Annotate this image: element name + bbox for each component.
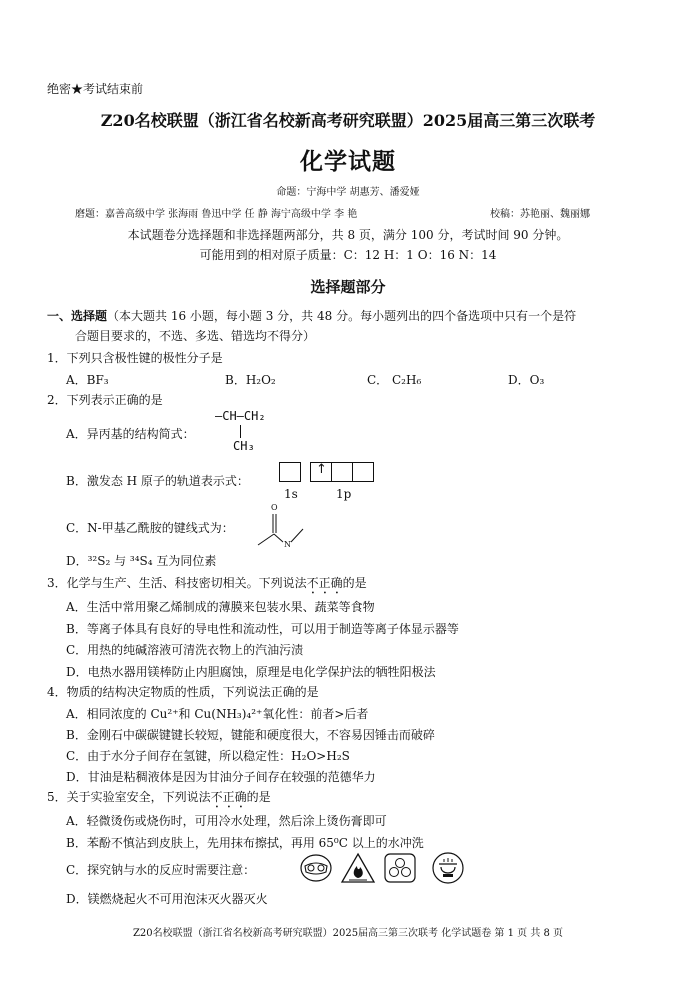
goggles-icon: [299, 853, 333, 883]
orbital-label-1p: 1p: [336, 487, 352, 501]
q2-option-b: B．激发态 H 原子的轨道表示式：: [66, 474, 249, 488]
q3-option-a: A．生活中常用聚乙烯制成的薄膜来包装水果、蔬菜等食物: [66, 600, 375, 614]
q2-option-c: C．N-甲基乙酰胺的键线式为：: [66, 521, 234, 535]
q4-stem: 4．物质的结构决定物质的性质，下列说法正确的是: [47, 685, 319, 699]
q3-option-c: C．用热的纯碱溶液可清洗衣物上的汽油污渍: [66, 643, 304, 657]
amide-nitrogen-label: N: [284, 540, 291, 549]
fire-hazard-icon: [340, 852, 376, 884]
orbital-box-1s: [279, 462, 301, 482]
q1-option-d: D．O₃: [508, 373, 545, 387]
q5-option-a: A．轻微烫伤或烧伤时，可用冷水处理，然后涂上烫伤膏即可: [66, 814, 387, 828]
exam-title: Z20名校联盟（浙江省名校新高考研究联盟）2025届高三第三次联考: [100, 111, 596, 130]
q2-option-d: D．³²S₂ 与 ³⁴S₄ 互为同位素: [66, 554, 217, 568]
q2-option-a: A．异丙基的结构简式：: [66, 427, 195, 441]
q3-stem-pre: 3．化学与生产、生活、科技密切相关。下列说法: [47, 576, 307, 590]
q4-option-a: A．相同浓度的 Cu²⁺和 Cu(NH₃)₄²⁺氧化性：前者>后者: [66, 707, 369, 721]
confidential-label: 绝密★考试结束前: [47, 82, 144, 96]
heating-icon: [383, 852, 417, 884]
q3-stem: [47, 574, 367, 597]
orbital-label-1s: 1s: [284, 487, 298, 501]
q2-isopropyl-formula: —CH—CH₂: [215, 409, 266, 423]
q4-option-c: C．由于水分子间存在氢键，所以稳定性：H₂O>H₂S: [66, 749, 350, 763]
q3-option-d: D．电热水器用镁棒防止内胆腐蚀，原理是电化学保护法的牺牲阳极法: [66, 665, 436, 679]
atomic-masses: 可能用到的相对原子质量：C：12 H：1 O：16 N：14: [199, 248, 497, 262]
q5-stem: [47, 788, 271, 811]
orbital-box-1p-2: [331, 462, 353, 482]
q2-stem: 2．下列表示正确的是: [47, 393, 163, 407]
q5-stem-pre: 5．关于实验室安全，下列说法: [47, 790, 211, 804]
wash-hands-icon: [430, 851, 466, 885]
q2-isopropyl-bond: [240, 425, 241, 438]
q5-option-d: D．镁燃烧起火不可用泡沫灭火器灭火: [66, 892, 268, 906]
q3-stem-post: 的是: [342, 576, 367, 590]
q1-option-a: A．BF₃: [66, 373, 109, 387]
exam-info: 本试题卷分选择题和非选择题两部分，共 8 页，满分 100 分，考试时间 90 分钟。: [127, 228, 569, 242]
q5-stem-post: 的是: [246, 790, 271, 804]
q3-stem-emphasis: 不正确: [306, 576, 343, 590]
reviewers-line: 磨题：嘉善高级中学 张海雨 鲁迅中学 任 静 海宁高级中学 李 艳: [75, 209, 358, 220]
q3-option-b: B．等离子体具有良好的导电性和流动性，可以用于制造等离子体显示器等: [66, 622, 459, 636]
up-arrow-icon: ↑: [316, 462, 327, 477]
proofreaders-line: 校稿：苏艳丽、魏丽娜: [490, 209, 590, 220]
q1-option-c: C． C₂H₆: [367, 373, 422, 387]
section-heading-cont: 合题目要求的，不选、多选、错选均不得分）: [75, 329, 316, 343]
q5-option-b: B．苯酚不慎沾到皮肤上，先用抹布擦拭，再用 65⁰C 以上的水冲洗: [66, 836, 424, 850]
q5-option-c: C．探究钠与水的反应时需要注意：: [66, 863, 256, 877]
q4-option-b: B．金刚石中碳碳键键长较短，键能和硬度很大，不容易因锤击而破碎: [66, 728, 435, 742]
q4-option-d: D．甘油是粘稠液体是因为甘油分子间存在较强的范德华力: [66, 770, 376, 784]
q2-isopropyl-methyl: CH₃: [233, 439, 255, 453]
section-title: 选择题部分: [310, 278, 386, 296]
section-heading: [47, 307, 576, 324]
setters-line: 命题：宁海中学 胡惠芳、潘爱娅: [276, 187, 420, 198]
carbonyl-oxygen-label: O: [271, 503, 278, 512]
section-heading-text: （本大题共 16 小题，每小题 3 分，共 48 分。每小题列出的四个备选项中只有一个是符: [107, 309, 577, 323]
page-footer: Z20名校联盟（浙江省名校新高考研究联盟）2025届高三第三次联考 化学试题卷 第 1 页 共 8 页: [132, 928, 564, 939]
subject-title: 化学试题: [300, 148, 396, 175]
section-heading-label: 一、选择题: [47, 309, 108, 323]
q1-option-b: B．H₂O₂: [225, 373, 276, 387]
q5-stem-emphasis: 不正确: [210, 790, 247, 804]
q1-stem: 1．下列只含极性键的极性分子是: [47, 351, 223, 365]
orbital-box-1p-3: [352, 462, 374, 482]
